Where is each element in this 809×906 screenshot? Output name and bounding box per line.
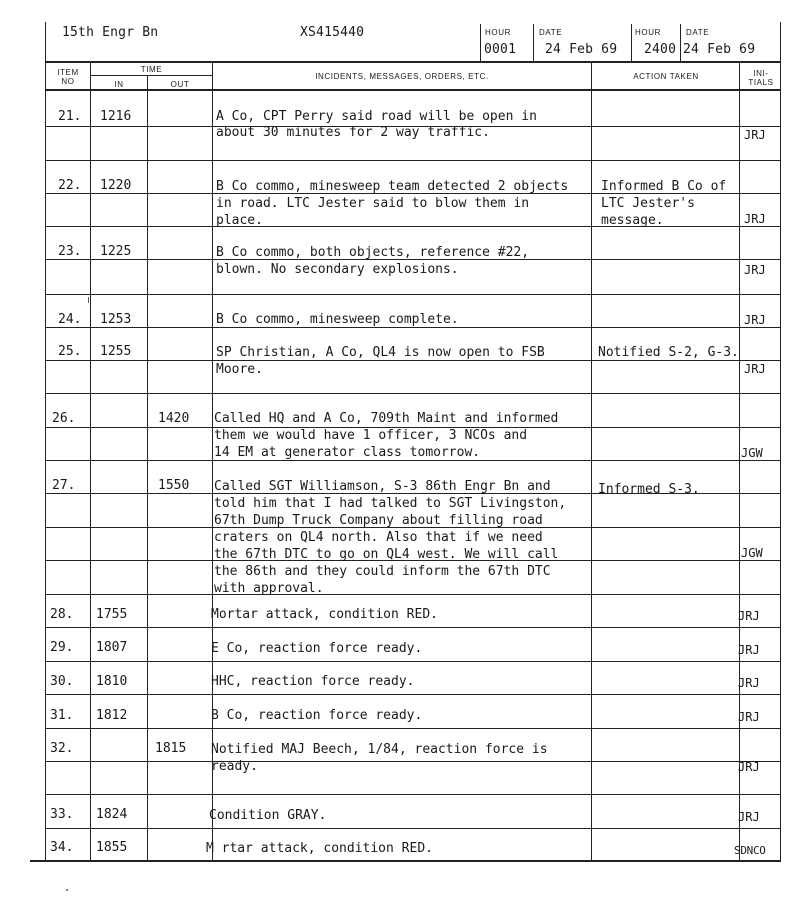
action-text-line: Notified S-2, G-3. — [598, 345, 739, 360]
time-in: 1255 — [100, 344, 132, 359]
from-hour: 0001 — [484, 42, 517, 57]
to-date: 24 Feb 69 — [683, 42, 756, 57]
time-in: 1855 — [96, 840, 128, 855]
row-line — [45, 794, 781, 795]
initials: JRJ — [744, 362, 766, 376]
header-divider — [780, 22, 781, 62]
col-time-out: OUT — [170, 80, 190, 89]
row-line — [45, 627, 781, 628]
col-time-in: IN — [114, 80, 124, 89]
initials: JGW — [741, 546, 763, 560]
col-incidents: INCIDENTS, MESSAGES, ORDERS, ETC. — [315, 72, 489, 81]
col-line-item — [90, 61, 91, 861]
initials: JRJ — [744, 128, 766, 142]
col-time: TIME — [140, 65, 163, 74]
time-in: 1225 — [100, 244, 132, 259]
entry-text-line: about 30 minutes for 2 way traffic. — [216, 125, 490, 140]
item-number: 23. — [58, 244, 82, 259]
item-number: 33. — [50, 807, 74, 822]
table-top-border — [45, 61, 781, 63]
entry-text-line: SP Christian, A Co, QL4 is now open to FSB — [216, 345, 545, 360]
item-number: 32. — [50, 741, 74, 756]
col-action: ACTION TAKEN — [633, 72, 699, 81]
row-line — [45, 694, 781, 695]
to-date-label: DATE — [686, 28, 710, 37]
time-out: 1550 — [158, 478, 190, 493]
item-number: 34. — [50, 840, 74, 855]
entry-text-line: with approval. — [214, 581, 324, 596]
col-line-action — [739, 61, 740, 861]
initials: JRJ — [738, 710, 760, 724]
entry-text-line: told him that I had talked to SGT Livingston, — [214, 496, 567, 511]
time-in: 1824 — [96, 807, 128, 822]
initials: JGW — [741, 446, 763, 460]
time-out: 1420 — [158, 411, 190, 426]
entry-text-line: in road. LTC Jester said to blow them in — [216, 196, 530, 211]
time-in: 1755 — [96, 607, 128, 622]
entry-text-line: ready. — [211, 759, 258, 774]
entry-text-line: place. — [216, 213, 263, 228]
scan-speck — [66, 889, 68, 891]
to-hour: 2400 — [644, 42, 677, 57]
item-number: 30. — [50, 674, 74, 689]
scan-speck — [88, 297, 89, 303]
initials: JRJ — [744, 263, 766, 277]
time-subheader-line — [91, 75, 212, 76]
item-number: 25. — [58, 344, 82, 359]
entry-text-line: A Co, CPT Perry said road will be open in — [216, 109, 537, 124]
row-line — [45, 661, 781, 662]
initials: JRJ — [744, 313, 766, 327]
entry-text-line: HHC, reaction force ready. — [211, 674, 415, 689]
entry-text-line: blown. No secondary explosions. — [216, 262, 459, 277]
entry-text-line: Moore. — [216, 362, 263, 377]
row-line — [45, 160, 781, 161]
entry-text-line: Notified MAJ Beech, 1/84, reaction force is — [211, 742, 548, 757]
time-in: 1220 — [100, 178, 132, 193]
row-line — [45, 828, 781, 829]
header-divider — [480, 24, 481, 62]
header-divider — [680, 24, 681, 62]
entry-text-line: E Co, reaction force ready. — [211, 641, 423, 656]
time-in: 1253 — [100, 312, 132, 327]
unit-name: 15th Engr Bn — [62, 25, 159, 40]
entry-text-line: M rtar attack, condition RED. — [206, 841, 433, 856]
entry-text-line: Called HQ and A Co, 709th Maint and informed — [214, 411, 559, 426]
grid-location: XS415440 — [300, 25, 365, 40]
from-date-label: DATE — [539, 28, 563, 37]
row-line — [45, 728, 781, 729]
initials: SDNCO — [734, 844, 766, 857]
header-divider — [631, 24, 632, 62]
action-text-line: LTC Jester's — [601, 196, 695, 211]
entry-text-line: 14 EM at generator class tomorrow. — [214, 445, 481, 460]
entry-text-line: B Co, reaction force ready. — [211, 708, 423, 723]
row-line — [45, 594, 781, 595]
initials: JRJ — [738, 760, 760, 774]
col-line-incidents — [591, 61, 592, 861]
time-in: 1216 — [100, 109, 132, 124]
initials: JRJ — [738, 609, 760, 623]
initials: JRJ — [738, 676, 760, 690]
time-in: 1810 — [96, 674, 128, 689]
header-divider — [533, 24, 534, 62]
item-number: 26. — [52, 411, 76, 426]
table-bottom-border — [30, 860, 781, 862]
time-in: 1812 — [96, 708, 128, 723]
entry-text-line: Mortar attack, condition RED. — [211, 607, 438, 622]
action-text-line: message. — [601, 213, 664, 228]
entry-text-line: B Co commo, both objects, reference #22, — [216, 245, 530, 260]
to-hour-label: HOUR — [635, 28, 661, 37]
time-out: 1815 — [155, 741, 187, 756]
action-text-line: Informed S-3. — [598, 482, 700, 497]
table-left-border — [45, 61, 46, 861]
header-divider — [45, 22, 46, 62]
row-line — [45, 294, 781, 295]
row-line — [45, 226, 781, 227]
initials: JRJ — [738, 810, 760, 824]
entry-text-line: Called SGT Williamson, S-3 86th Engr Bn and — [214, 479, 551, 494]
entry-text-line: craters on QL4 north. Also that if we need — [214, 530, 543, 545]
from-hour-label: HOUR — [485, 28, 511, 37]
entry-text-line: 67th Dump Truck Company about filling road — [214, 513, 543, 528]
item-number: 27. — [52, 478, 76, 493]
col-initials: INI- TIALS — [748, 69, 774, 87]
col-item-no: ITEM NO — [57, 68, 79, 86]
entry-text-line: Condition GRAY. — [209, 808, 327, 823]
item-number: 28. — [50, 607, 74, 622]
item-number: 31. — [50, 708, 74, 723]
entry-text-line: B Co commo, minesweep complete. — [216, 312, 459, 327]
from-date: 24 Feb 69 — [545, 42, 618, 57]
entry-text-line: the 86th and they could inform the 67th DTC — [214, 564, 551, 579]
row-line — [45, 761, 781, 762]
table-right-border — [780, 61, 781, 861]
item-number: 21. — [58, 109, 82, 124]
item-number: 22. — [58, 178, 82, 193]
time-in: 1807 — [96, 640, 128, 655]
entry-text-line: them we would have 1 officer, 3 NCOs and — [214, 428, 528, 443]
row-line — [45, 393, 781, 394]
header-bottom-border — [45, 89, 781, 91]
entry-text-line: B Co commo, minesweep team detected 2 objects — [216, 179, 569, 194]
entry-text-line: the 67th DTC to go on QL4 west. We will call — [214, 547, 559, 562]
item-number: 24. — [58, 312, 82, 327]
initials: JRJ — [738, 643, 760, 657]
initials: JRJ — [744, 212, 766, 226]
item-number: 29. — [50, 640, 74, 655]
action-text-line: Informed B Co of — [601, 179, 727, 194]
